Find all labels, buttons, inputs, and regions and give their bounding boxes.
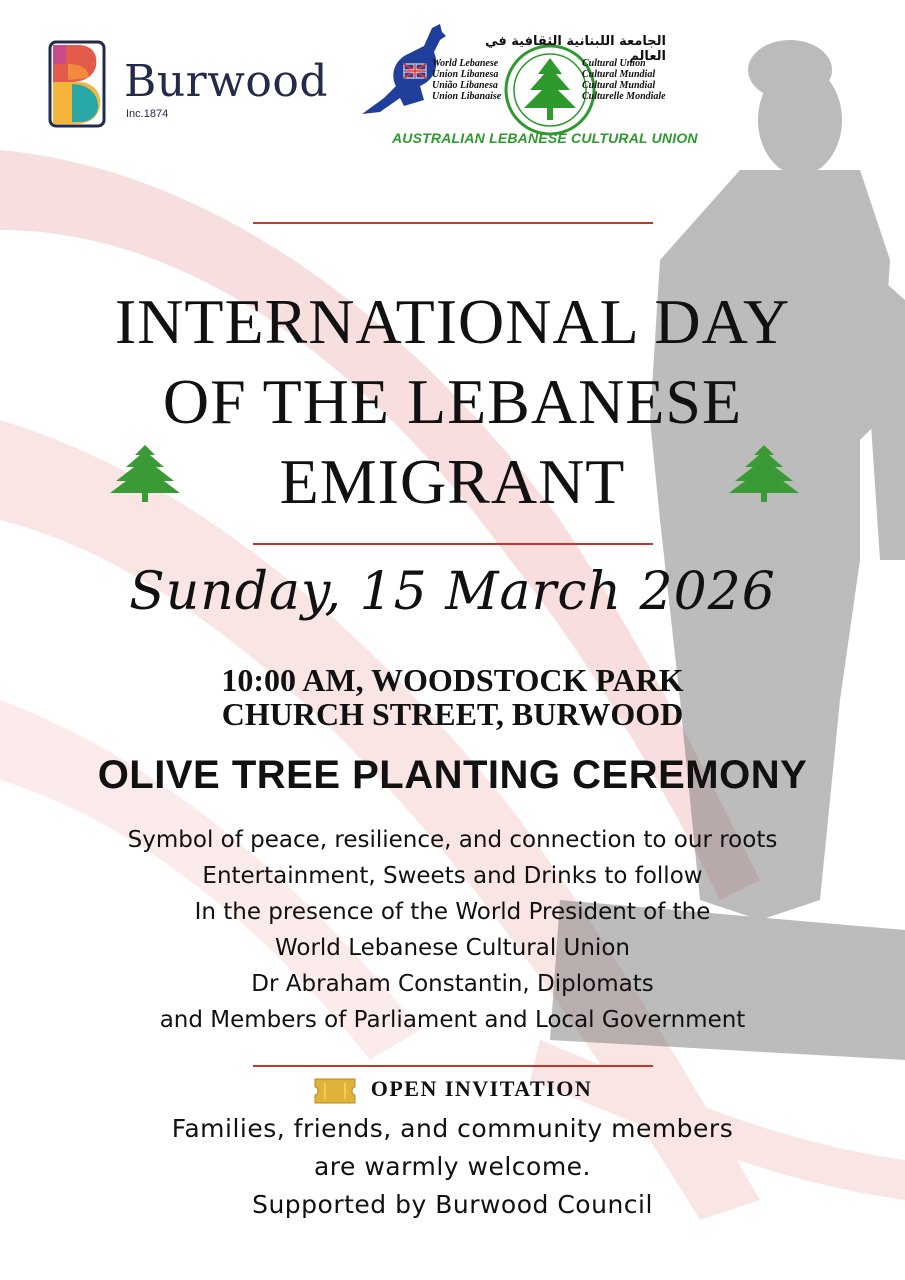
ticket-icon (313, 1077, 357, 1105)
title-line: OF THE LEBANESE (162, 366, 743, 437)
event-time-location (0, 663, 905, 731)
detail-line: Entertainment, Sweets and Drinks to follow (202, 863, 703, 889)
wlcu-english-name: AUSTRALIAN LEBANESE CULTURAL UNION (392, 130, 698, 146)
detail-line: In the presence of the World President of the (194, 899, 711, 925)
invitation-line: Families, friends, and community members (171, 1114, 734, 1143)
cedar-tree-icon (727, 443, 801, 503)
divider-middle (253, 543, 653, 545)
wlcu-name-line: Cultural Mundial (582, 69, 656, 80)
wlcu-logo (360, 22, 740, 152)
invitation-text (0, 1110, 905, 1224)
divider-bottom (253, 1065, 653, 1067)
wlcu-name-line: Union Libanesa (432, 69, 499, 80)
detail-line: Dr Abraham Constantin, Diplomats (251, 971, 654, 997)
burwood-logo (48, 40, 348, 130)
wlcu-name-line: Culturelle Mondiale (582, 91, 666, 102)
burwood-wordmark: Burwood (124, 56, 329, 107)
invitation-line: Supported by Burwood Council (252, 1190, 653, 1219)
open-invitation-row (0, 1076, 905, 1105)
time-location-line: 10:00 AM, WOODSTOCK PARK (221, 662, 684, 698)
detail-line: Symbol of peace, resilience, and connection to our roots (127, 827, 778, 853)
event-date: Sunday, 15 March 2026 (129, 562, 776, 622)
title-line: EMIGRANT (279, 446, 626, 517)
title-line: INTERNATIONAL DAY (114, 286, 791, 357)
invitation-line: are warmly welcome. (313, 1152, 592, 1181)
wlcu-right-names (582, 58, 666, 102)
open-invitation-heading: OPEN INVITATION (370, 1076, 593, 1101)
detail-line: and Members of Parliament and Local Government (159, 1007, 746, 1033)
detail-line: World Lebanese Cultural Union (275, 935, 630, 961)
wlcu-name-line: World Lebanese (432, 58, 499, 69)
wlcu-name-line: Cultural Mundial (582, 80, 656, 91)
cedar-tree-icon (108, 443, 182, 503)
wlcu-name-line: Cultural Union (582, 58, 646, 69)
wlcu-arabic-name: الجامعة اللبنانية الثقافية في العالم (485, 34, 666, 64)
burwood-logo-icon (48, 40, 106, 128)
divider-top (253, 222, 653, 224)
wlcu-name-line: União Libanesa (432, 80, 498, 91)
wlcu-left-names (432, 58, 501, 102)
burwood-inc-text: Inc.1874 (126, 108, 169, 120)
time-location-line: CHURCH STREET, BURWOOD (221, 696, 684, 732)
event-details (0, 822, 905, 1038)
ceremony-heading: OLIVE TREE PLANTING CEREMONY (97, 753, 808, 797)
wlcu-name-line: Union Libanaise (432, 91, 502, 102)
